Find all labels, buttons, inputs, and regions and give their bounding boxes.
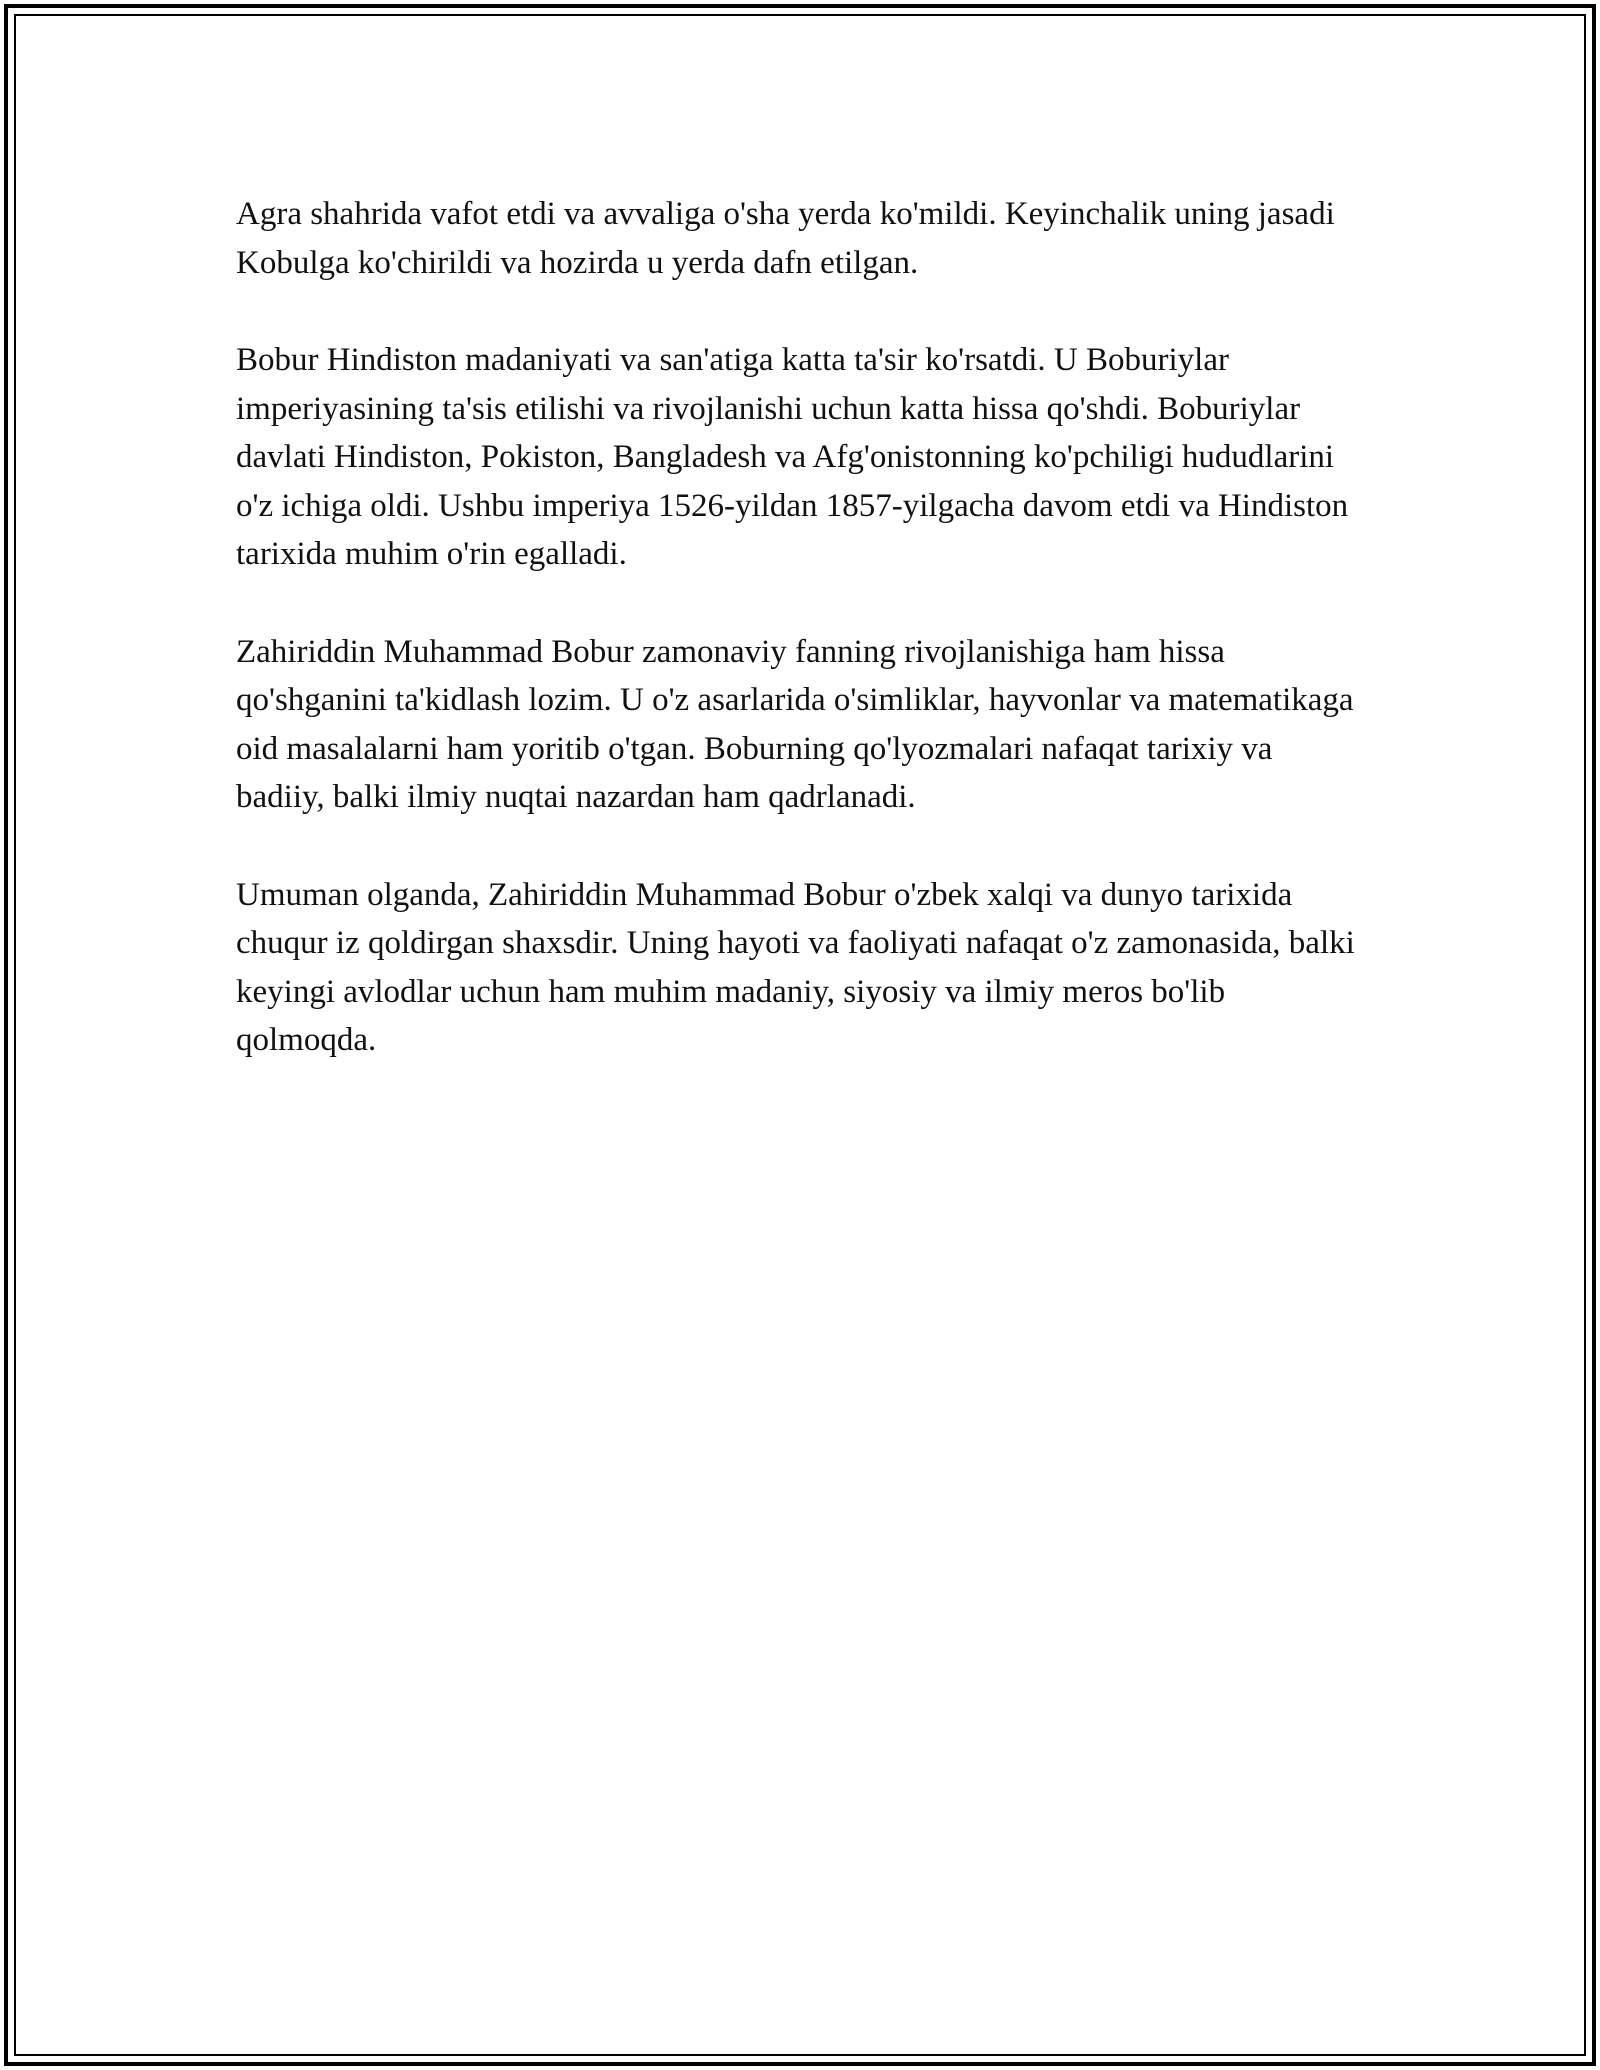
paragraph: Umuman olganda, Zahiriddin Muhammad Bobur o'zbek xalqi va dunyo tarixida chuqur iz qoldirgan shaxsdir. Uning hayoti va faoliyati nafaqat o'z zamonasida, balki keyingi avlodlar uchun ham muhim madaniy, siyosiy va ilmiy meros bo'lib qolmoqda. (236, 876, 1355, 1058)
document-body (236, 190, 1366, 1114)
paragraph: Zahiriddin Muhammad Bobur zamonaviy fanning rivojlanishiga ham hissa qo'shganini ta'kidlash lozim. U o'z asarlarida o'simliklar, hayvonlar va matematikaga oid masalalarni ham yoritib o'tgan. Boburning qo'lyozmalari nafaqat tarixiy va badiiy, balki ilmiy nuqtai nazardan ham qadrlanadi. (236, 633, 1354, 815)
paragraph: Bobur Hindiston madaniyati va san'atiga katta ta'sir ko'rsatdi. U Boburiylar imperiyasining ta'sis etilishi va rivojlanishi uchun katta hissa qo'shdi. Boburiylar davlati Hindiston, Pokiston, Bangladesh va Afg'onistonning ko'pchiligi hududlarini o'z ichiga oldi. Ushbu imperiya 1526-yildan 1857-yilgacha davom etdi va Hindiston tarixida muhim o'rin egalladi. (236, 342, 1349, 572)
paragraph: Agra shahrida vafot etdi va avvaliga o'sha yerda ko'mildi. Keyinchalik uning jasadi Kobulga ko'chirildi va hozirda u yerda dafn etilgan. (236, 196, 1335, 281)
